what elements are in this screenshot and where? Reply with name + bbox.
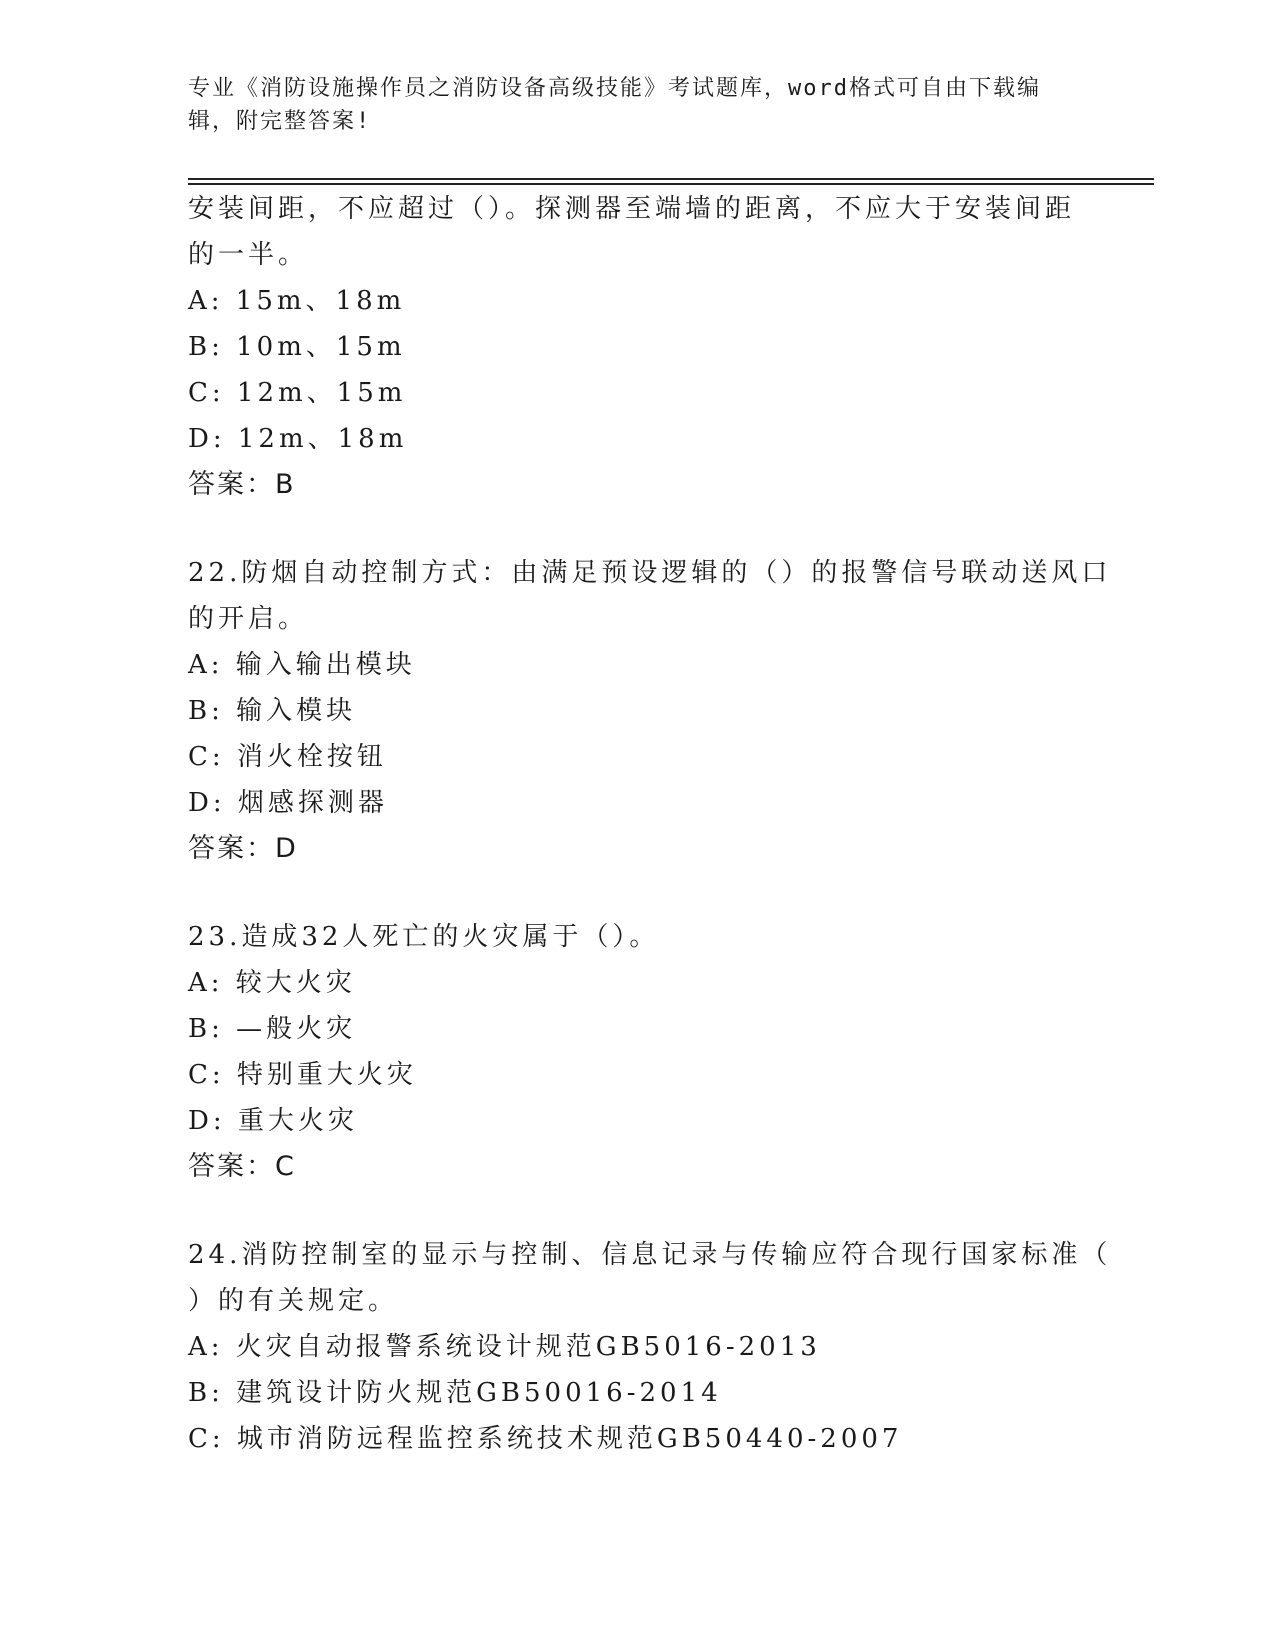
question-block-24 <box>188 1232 1112 1462</box>
option-a: A: 输入输出模块 <box>188 650 416 680</box>
header-divider-bottom <box>188 183 1154 185</box>
question-stem-line: 22.防烟自动控制方式：由满足预设逻辑的（）的报警信号联动送风口 <box>188 558 1112 588</box>
question-block-23 <box>188 914 1088 1190</box>
answer-line: 答案：B <box>188 469 296 500</box>
option-a: A: 15m、18m <box>188 286 406 316</box>
option-b: B: 建筑设计防火规范GB50016-2014 <box>188 1378 722 1408</box>
header-line-1: 专业《消防设施操作员之消防设备高级技能》考试题库，word格式可自由下载编 <box>188 76 1041 101</box>
question-block-22 <box>188 550 1112 872</box>
question-stem-line: 23.造成32人死亡的火灾属于（）。 <box>188 922 660 952</box>
option-c: C: 消火栓按钮 <box>188 742 387 772</box>
option-c: C: 特别重大火灾 <box>188 1060 417 1090</box>
answer-line: 答案：C <box>188 1151 296 1182</box>
question-stem-line: 的一半。 <box>188 240 309 270</box>
document-header <box>188 72 1088 138</box>
option-d: D: 重大火灾 <box>188 1106 358 1136</box>
question-block-21 <box>188 186 1088 508</box>
option-b: B: 10m、15m <box>188 332 406 362</box>
header-line-2: 辑，附完整答案! <box>188 109 372 134</box>
question-stem-line: ）的有关规定。 <box>188 1286 399 1316</box>
option-d: D: 12m、18m <box>188 424 408 454</box>
question-stem-line: 的开启。 <box>188 604 309 634</box>
option-a: A: 火灾自动报警系统设计规范GB5016-2013 <box>188 1332 821 1362</box>
option-a: A: 较大火灾 <box>188 968 356 998</box>
question-list <box>188 186 1112 1462</box>
option-b: B: 输入模块 <box>188 696 357 726</box>
option-d: D: 烟感探测器 <box>188 788 388 818</box>
question-stem-line: 24.消防控制室的显示与控制、信息记录与传输应符合现行国家标准（ <box>188 1240 1112 1270</box>
question-stem-line: 安装间距，不应超过（）。探测器至端墙的距离，不应大于安装间距 <box>188 194 1076 224</box>
option-b: B: —般火灾 <box>188 1014 357 1044</box>
header-divider-top <box>188 178 1154 180</box>
option-c: C: 城市消防远程监控系统技术规范GB50440-2007 <box>188 1424 903 1454</box>
answer-line: 答案：D <box>188 833 298 864</box>
option-c: C: 12m、15m <box>188 378 407 408</box>
